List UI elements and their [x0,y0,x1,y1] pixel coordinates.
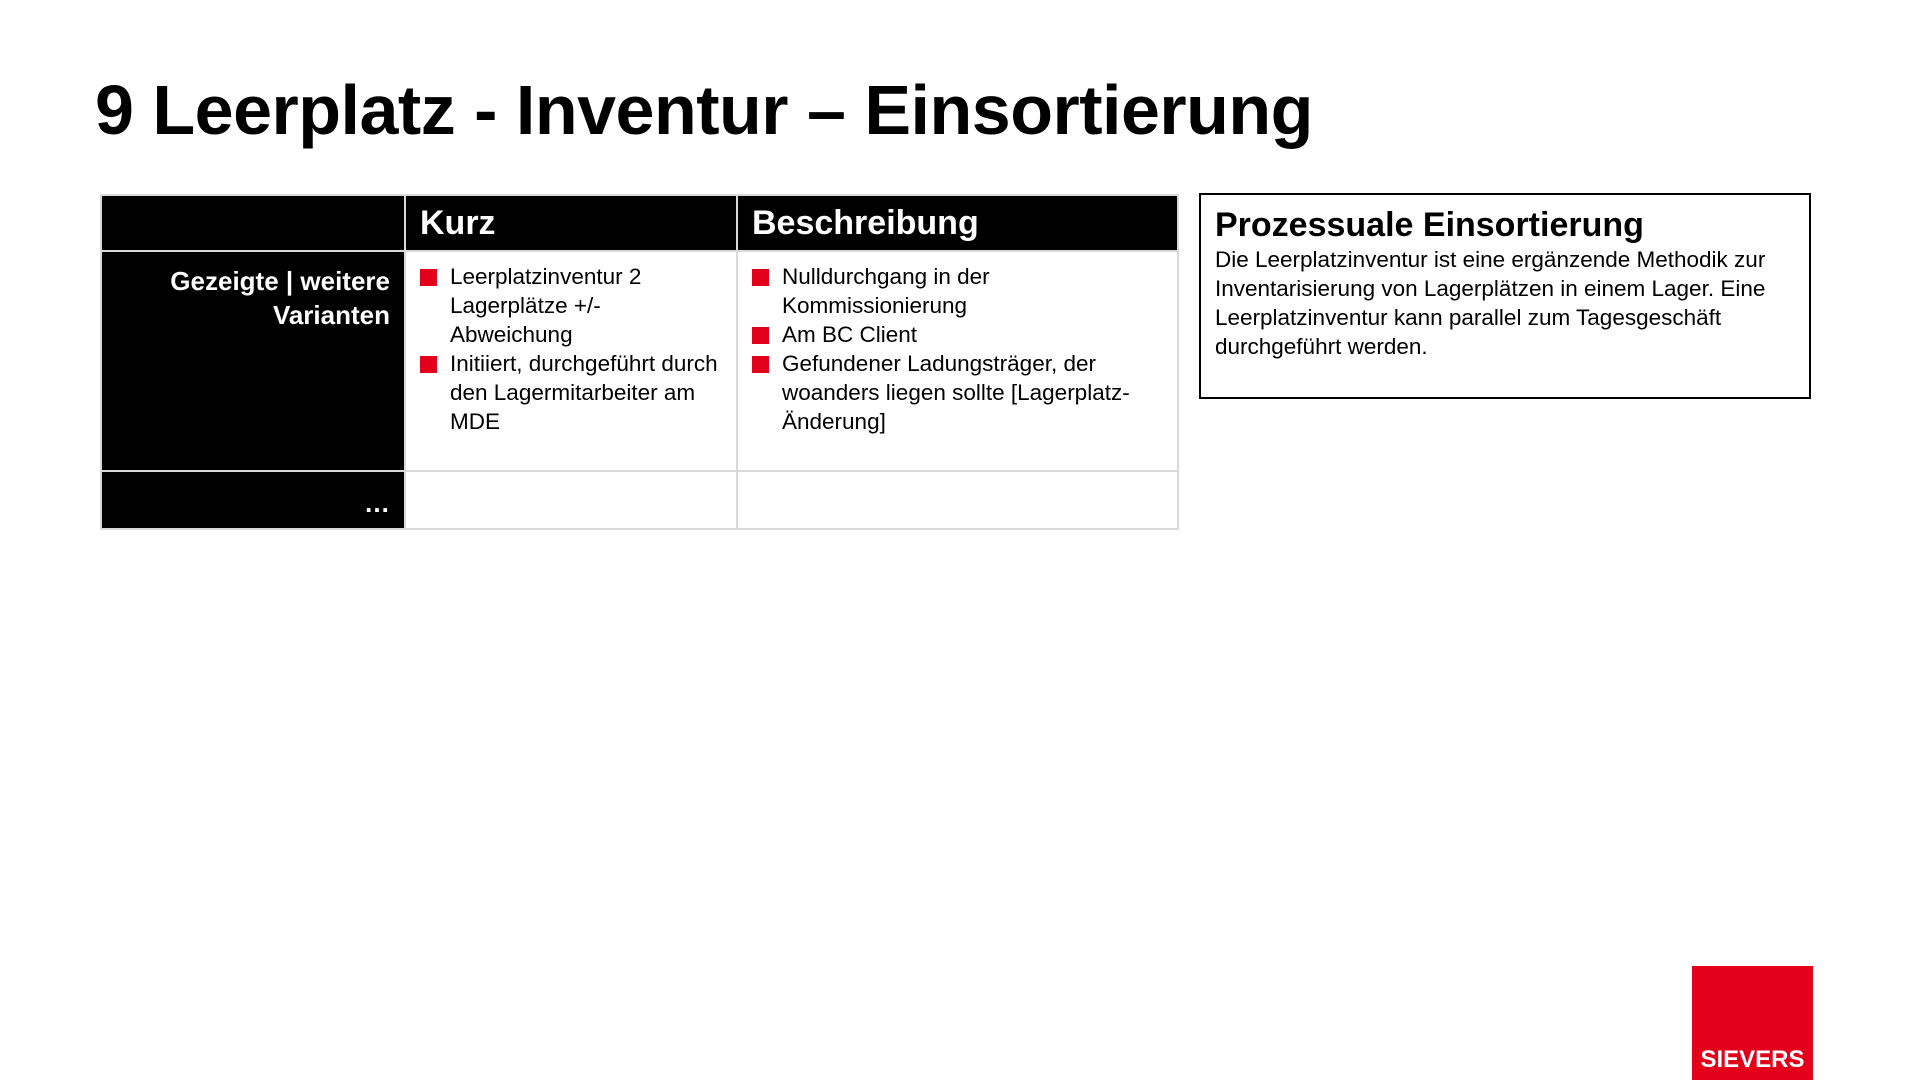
table-corner-cell [101,195,405,251]
list-item [752,262,1169,320]
variants-table [100,194,1179,530]
red-square-bullet-icon [420,356,437,373]
table-row [101,251,1178,471]
cell-kurz-empty [405,471,737,529]
cell-beschreibung [737,251,1178,471]
kurz-bullet-list [420,262,728,436]
table-row [101,471,1178,529]
list-item [420,349,728,436]
bullet-text: Nulldurchgang in der Kommissionierung [782,264,990,318]
red-square-bullet-icon [420,269,437,286]
bullet-text: Am BC Client [782,322,918,347]
info-box [1199,193,1811,399]
bullet-text: Leerplatzinventur 2 Lagerplätze +/- Abweichung [450,264,642,347]
cell-beschreibung-empty [737,471,1178,529]
row-label-varianten: Gezeigte | weitere Varianten [101,251,405,471]
sievers-logo [1692,966,1813,1080]
red-square-bullet-icon [752,269,769,286]
list-item [752,320,1169,349]
cell-kurz [405,251,737,471]
bullet-text: Gefundener Ladungsträger, der woanders liegen sollte [Lagerplatz-Änderung] [782,351,1130,434]
list-item [420,262,728,349]
column-header-beschreibung: Beschreibung [737,195,1178,251]
bullet-text: Initiiert, durchgeführt durch den Lagermitarbeiter am MDE [450,351,718,434]
red-square-bullet-icon [752,327,769,344]
column-header-kurz: Kurz [405,195,737,251]
red-square-bullet-icon [752,356,769,373]
row-label-more: … [101,471,405,529]
logo-text: SIEVERS [1700,1046,1805,1073]
info-box-text: Die Leerplatzinventur ist eine ergänzende Methodik zur Inventarisierung von Lagerplätzen in einem Lager. Eine Leerplatzinventur kann parallel zum Tagesgeschäft durchgeführt werden. [1215,247,1766,359]
beschreibung-bullet-list [752,262,1169,436]
list-item [752,349,1169,436]
table-header-row [101,195,1178,251]
info-box-title: Prozessuale Einsortierung [1215,206,1644,244]
page-title: 9 Leerplatz - Inventur – Einsortierung [95,71,1313,149]
